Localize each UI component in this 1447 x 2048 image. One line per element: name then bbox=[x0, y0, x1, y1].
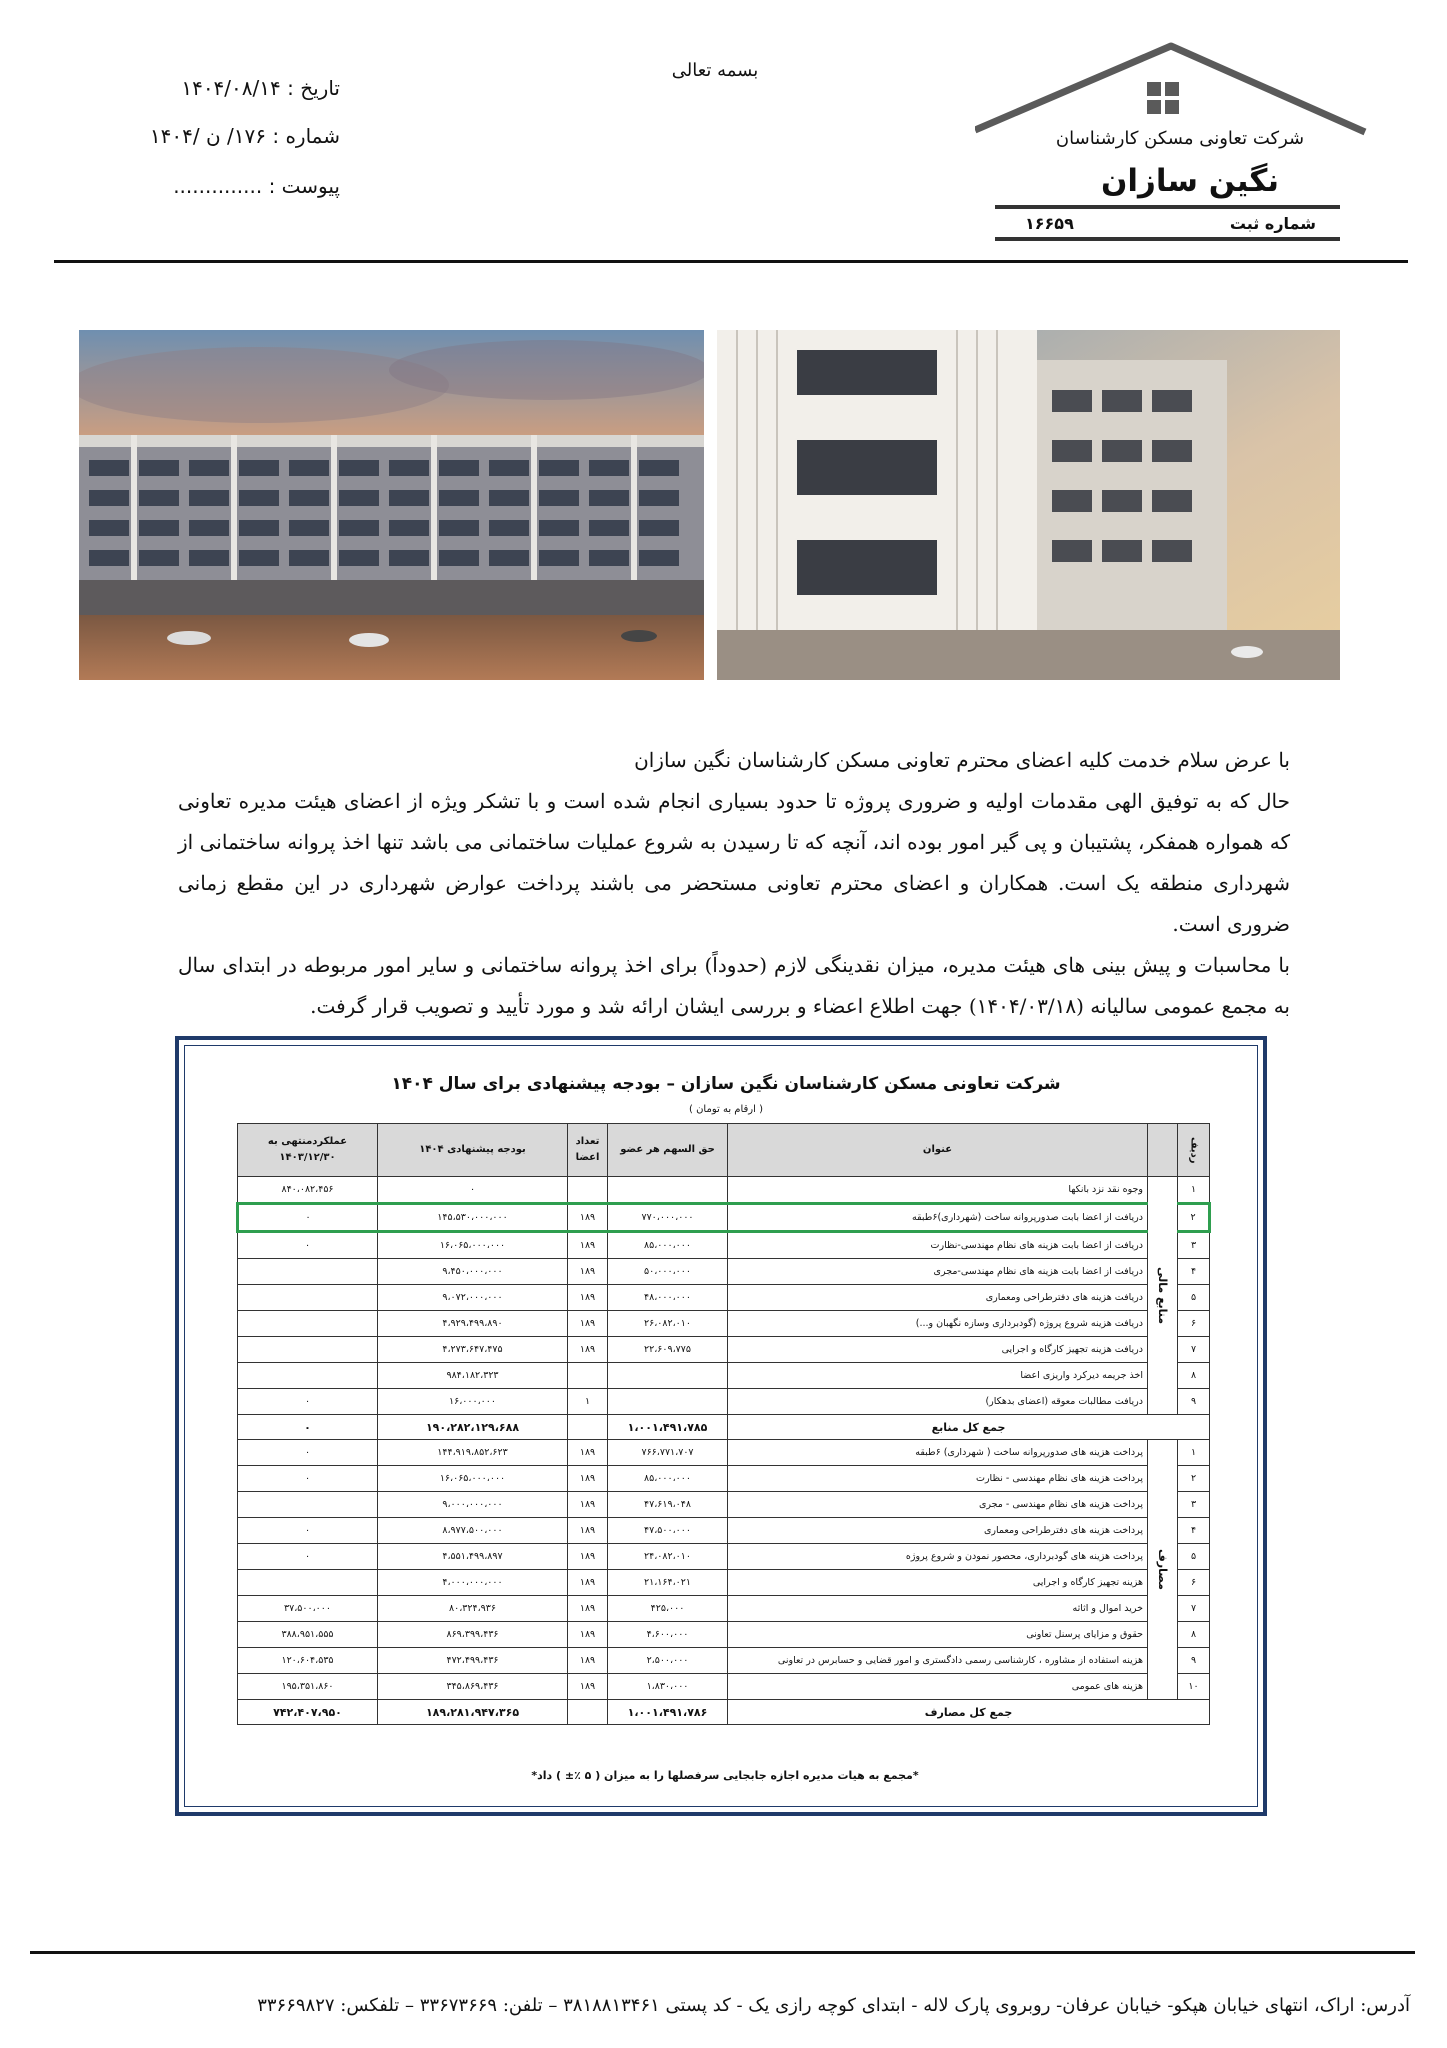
row-number-cell: ۷ bbox=[1178, 1596, 1210, 1622]
subject-cell: حقوق و مزایای پرسنل تعاونی bbox=[728, 1622, 1148, 1648]
row-number-cell: ۹ bbox=[1178, 1648, 1210, 1674]
actual-cell bbox=[238, 1285, 378, 1311]
count-cell: ۱۸۹ bbox=[568, 1544, 608, 1570]
actual-cell: ۱۲۰،۶۰۴،۵۳۵ bbox=[238, 1648, 378, 1674]
subject-cell: پرداخت هزینه های دفترطراحی ومعماری bbox=[728, 1518, 1148, 1544]
row-number-cell: ۶ bbox=[1178, 1311, 1210, 1337]
table-row bbox=[238, 1363, 1210, 1389]
header-share: حق السهم هر عضو bbox=[608, 1124, 728, 1177]
share-cell: ۱،۸۳۰،۰۰۰ bbox=[608, 1674, 728, 1700]
actual-cell bbox=[238, 1259, 378, 1285]
attachment-line bbox=[150, 174, 340, 198]
actual-cell bbox=[238, 1311, 378, 1337]
section-label: منابع مالی bbox=[1148, 1177, 1178, 1415]
total-actual-cell: ۰ bbox=[238, 1415, 378, 1440]
row-number-cell: ۷ bbox=[1178, 1337, 1210, 1363]
actual-cell: ۰ bbox=[238, 1518, 378, 1544]
row-number-cell: ۱۰ bbox=[1178, 1674, 1210, 1700]
budget-table-frame bbox=[175, 1036, 1267, 1816]
row-number-cell: ۶ bbox=[1178, 1570, 1210, 1596]
total-row bbox=[238, 1700, 1210, 1725]
row-number-cell: ۹ bbox=[1178, 1389, 1210, 1415]
actual-cell: ۰ bbox=[238, 1232, 378, 1259]
proposed-cell: ۸،۹۷۷،۵۰۰،۰۰۰ bbox=[378, 1518, 568, 1544]
count-cell bbox=[568, 1363, 608, 1389]
share-cell: ۴۷،۶۱۹،۰۴۸ bbox=[608, 1492, 728, 1518]
share-cell bbox=[608, 1177, 728, 1204]
proposed-cell: ۹،۴۵۰،۰۰۰،۰۰۰ bbox=[378, 1259, 568, 1285]
attachment-label: پیوست : bbox=[268, 174, 340, 198]
subject-cell: هزینه تجهیز کارگاه و اجرایی bbox=[728, 1570, 1148, 1596]
share-cell: ۲،۵۰۰،۰۰۰ bbox=[608, 1648, 728, 1674]
subject-cell: دریافت از اعضا بابت هزینه های نظام مهندسی-نظارت bbox=[728, 1232, 1148, 1259]
building-photo-right bbox=[717, 330, 1340, 680]
proposed-cell: ۴۷۲،۴۹۹،۴۳۶ bbox=[378, 1648, 568, 1674]
count-cell: ۱۸۹ bbox=[568, 1259, 608, 1285]
actual-cell: ۰ bbox=[238, 1204, 378, 1232]
actual-cell: ۳۸۸،۹۵۱،۵۵۵ bbox=[238, 1622, 378, 1648]
number-label: شماره : bbox=[272, 124, 340, 148]
count-cell: ۱۸۹ bbox=[568, 1337, 608, 1363]
proposed-cell: ۱۴۵،۵۳۰،۰۰۰،۰۰۰ bbox=[378, 1204, 568, 1232]
count-cell: ۱۸۹ bbox=[568, 1232, 608, 1259]
count-cell: ۱۸۹ bbox=[568, 1622, 608, 1648]
number-value: ۱۷۶/ ن /۱۴۰۴ bbox=[149, 124, 266, 148]
header-row-number: ردیف bbox=[1178, 1124, 1210, 1177]
actual-cell: ۰ bbox=[238, 1466, 378, 1492]
budget-subtitle: ( ارقام به تومان ) bbox=[689, 1104, 763, 1115]
section-label: مصارف bbox=[1148, 1440, 1178, 1700]
proposed-cell: ۳۴۵،۸۶۹،۴۳۶ bbox=[378, 1674, 568, 1700]
subject-cell: پرداخت هزینه های نظام مهندسی - مجری bbox=[728, 1492, 1148, 1518]
actual-cell: ۰ bbox=[238, 1389, 378, 1415]
share-cell: ۷۶۶،۷۷۱،۷۰۷ bbox=[608, 1440, 728, 1466]
row-number-cell: ۸ bbox=[1178, 1363, 1210, 1389]
table-row bbox=[238, 1596, 1210, 1622]
count-cell: ۱۸۹ bbox=[568, 1674, 608, 1700]
income-section bbox=[238, 1177, 1210, 1440]
row-number-cell: ۳ bbox=[1178, 1492, 1210, 1518]
row-number-cell: ۲ bbox=[1178, 1204, 1210, 1232]
count-cell: ۱۸۹ bbox=[568, 1518, 608, 1544]
subject-cell: دریافت از اعضا بابت صدورپروانه ساخت (شهرداری)۶طبقه bbox=[728, 1204, 1148, 1232]
house-logo-icon bbox=[975, 40, 1375, 140]
count-cell: ۱۸۹ bbox=[568, 1440, 608, 1466]
proposed-cell: ۴،۹۲۹،۴۹۹،۸۹۰ bbox=[378, 1311, 568, 1337]
header-actual: عملکردمنتهی به ۱۴۰۳/۱۲/۳۰ bbox=[238, 1124, 378, 1177]
table-row bbox=[238, 1492, 1210, 1518]
count-cell: ۱ bbox=[568, 1389, 608, 1415]
actual-cell bbox=[238, 1570, 378, 1596]
share-cell: ۸۵،۰۰۰،۰۰۰ bbox=[608, 1466, 728, 1492]
table-row bbox=[238, 1389, 1210, 1415]
row-number-cell: ۲ bbox=[1178, 1466, 1210, 1492]
subject-cell: دریافت از اعضا بابت هزینه های نظام مهندسی-مجری bbox=[728, 1259, 1148, 1285]
company-line: شرکت تعاونی مسکن کارشناسان bbox=[1055, 128, 1305, 149]
subject-cell: دریافت هزینه های دفترطراحی ومعماری bbox=[728, 1285, 1148, 1311]
share-cell: ۸۵،۰۰۰،۰۰۰ bbox=[608, 1232, 728, 1259]
proposed-cell: ۱۶،۰۶۵،۰۰۰،۰۰۰ bbox=[378, 1232, 568, 1259]
share-cell: ۴۷،۵۰۰،۰۰۰ bbox=[608, 1518, 728, 1544]
actual-cell bbox=[238, 1337, 378, 1363]
subject-cell: هزینه استفاده از مشاوره ، کارشناسی رسمی دادگستری و امور قضایی و حسابرس در تعاونی bbox=[728, 1648, 1148, 1674]
registration-label: شماره ثبت bbox=[1229, 214, 1316, 233]
header-divider bbox=[54, 260, 1408, 263]
row-number-cell: ۵ bbox=[1178, 1544, 1210, 1570]
header-proposed: بودجه پیشنهادی ۱۴۰۴ bbox=[378, 1124, 568, 1177]
actual-cell: ۰ bbox=[238, 1544, 378, 1570]
brand-name: نگین سازان bbox=[1100, 163, 1280, 199]
registration-bar bbox=[995, 205, 1340, 241]
subject-cell: وجوه نقد نزد بانکها bbox=[728, 1177, 1148, 1204]
bismillah: بسمه تعالی bbox=[671, 60, 759, 81]
subject-cell: پرداخت هزینه های گودبرداری، محصور نمودن و شروع پروژه bbox=[728, 1544, 1148, 1570]
total-count-cell bbox=[568, 1700, 608, 1725]
total-label-cell: جمع کل مصارف bbox=[728, 1700, 1210, 1725]
subject-cell: دریافت هزینه شروع پروژه (گودبرداری وسازه نگهبان و...) bbox=[728, 1311, 1148, 1337]
header-section bbox=[1148, 1124, 1178, 1177]
row-number-cell: ۸ bbox=[1178, 1622, 1210, 1648]
table-row bbox=[238, 1518, 1210, 1544]
proposed-cell: ۱۴۴،۹۱۹،۸۵۲،۶۲۳ bbox=[378, 1440, 568, 1466]
actual-cell: ۳۷،۵۰۰،۰۰۰ bbox=[238, 1596, 378, 1622]
total-share-cell: ۱،۰۰۱،۴۹۱،۷۸۵ bbox=[608, 1415, 728, 1440]
header-count: تعداد اعضا bbox=[568, 1124, 608, 1177]
proposed-cell: ۰ bbox=[378, 1177, 568, 1204]
count-cell: ۱۸۹ bbox=[568, 1492, 608, 1518]
actual-cell: ۰ bbox=[238, 1440, 378, 1466]
proposed-cell: ۸۰،۳۲۴،۹۳۶ bbox=[378, 1596, 568, 1622]
total-proposed-cell: ۱۸۹،۲۸۱،۹۴۷،۳۶۵ bbox=[378, 1700, 568, 1725]
registration-number: ۱۶۶۵۹ bbox=[1025, 214, 1074, 233]
subject-cell: پرداخت هزینه های نظام مهندسی - نظارت bbox=[728, 1466, 1148, 1492]
share-cell: ۲۱،۱۶۴،۰۲۱ bbox=[608, 1570, 728, 1596]
count-cell: ۱۸۹ bbox=[568, 1570, 608, 1596]
budget-title: شرکت تعاونی مسکن کارشناسان نگین سازان – بودجه پیشنهادی برای سال ۱۴۰۴ bbox=[391, 1074, 1061, 1094]
attachment-value: .............. bbox=[173, 174, 263, 198]
proposed-cell: ۴،۲۷۳،۶۴۷،۴۷۵ bbox=[378, 1337, 568, 1363]
count-cell: ۱۸۹ bbox=[568, 1285, 608, 1311]
footer-address: آدرس: اراک، انتهای خیابان هپکو- خیابان عرفان- روبروی پارک لاله - ابتدای کوچه رازی یک - کد پستی ۳۸۱۸۸۱۳۴۶۱ – تلفن: ۳۳۶۷۳۶۶۹ – تلفکس: ۳۳۶۶۹۸۲۷ bbox=[257, 1995, 1410, 2016]
share-cell: ۵۰،۰۰۰،۰۰۰ bbox=[608, 1259, 728, 1285]
count-cell: ۱۸۹ bbox=[568, 1596, 608, 1622]
total-share-cell: ۱،۰۰۱،۴۹۱،۷۸۶ bbox=[608, 1700, 728, 1725]
number-line bbox=[110, 124, 340, 148]
row-number-cell: ۳ bbox=[1178, 1232, 1210, 1259]
paragraph-2: با محاسبات و پیش بینی های هیئت مدیره، میزان نقدینگی لازم (حدوداً) برای اخذ پروانه ساختمانی و سایر امور مربوطه در ابتدای سال به مجمع عمومی سالیانه (۱۴۰۴/۰۳/۱۸) جهت اطلاع اعضاء و بررسی ایشان ارائه شد و مورد تأیید و تصویب قرار گرفت. bbox=[178, 953, 1290, 1018]
header-subject: عنوان bbox=[728, 1124, 1148, 1177]
date-value: ۱۴۰۴/۰۸/۱۴ bbox=[181, 76, 281, 100]
proposed-cell: ۱۶،۰۰۰،۰۰۰ bbox=[378, 1389, 568, 1415]
subject-cell: خرید اموال و اثاثه bbox=[728, 1596, 1148, 1622]
budget-note: *مجمع به هیات مدیره اجازه جابجایی سرفصلها را به میزان ( ۵ ٪± ) داد* bbox=[531, 1769, 919, 1782]
row-number-cell: ۴ bbox=[1178, 1518, 1210, 1544]
row-number-cell: ۱ bbox=[1178, 1440, 1210, 1466]
share-cell: ۴۸،۰۰۰،۰۰۰ bbox=[608, 1285, 728, 1311]
proposed-cell: ۴،۰۰۰،۰۰۰،۰۰۰ bbox=[378, 1570, 568, 1596]
share-cell: ۴،۶۰۰،۰۰۰ bbox=[608, 1622, 728, 1648]
table-row bbox=[238, 1285, 1210, 1311]
table-row bbox=[238, 1311, 1210, 1337]
footer-divider bbox=[30, 1951, 1415, 1954]
date-line bbox=[130, 76, 340, 100]
subject-cell: دریافت مطالبات معوقه (اعضای بدهکار) bbox=[728, 1389, 1148, 1415]
total-label-cell: جمع کل منابع bbox=[728, 1415, 1210, 1440]
table-row bbox=[238, 1337, 1210, 1363]
proposed-cell: ۱۶،۰۶۵،۰۰۰،۰۰۰ bbox=[378, 1466, 568, 1492]
table-row bbox=[238, 1570, 1210, 1596]
subject-cell: هزینه های عمومی bbox=[728, 1674, 1148, 1700]
share-cell bbox=[608, 1363, 728, 1389]
paragraph-1: حال که به توفیق الهی مقدمات اولیه و ضروری پروژه تا حدود بسیاری انجام شده است و با تشکر ویژه از اعضای هیئت مدیره تعاونی که همواره همفکر، پشتیبان و پی گیر امور بوده اند، آنچه که تا رسیدن به شروع عملیات ساختمانی می باشد تنها اخذ پروانه ساختمانی از شهرداری منطقه یک است. همکاران و اعضای محترم تعاونی مستحضر می باشند پرداخت عوارض شهرداری در این مقطع زمانی ضروری است. bbox=[178, 789, 1290, 936]
budget-table bbox=[236, 1123, 1211, 1725]
table-row bbox=[238, 1204, 1210, 1232]
count-cell: ۱۸۹ bbox=[568, 1648, 608, 1674]
budget-header-row bbox=[238, 1124, 1210, 1177]
count-cell: ۱۸۹ bbox=[568, 1311, 608, 1337]
table-row bbox=[238, 1440, 1210, 1466]
budget-table-inner bbox=[184, 1045, 1258, 1807]
table-row bbox=[238, 1674, 1210, 1700]
subject-cell: دریافت هزینه تجهیز کارگاه و اجرایی bbox=[728, 1337, 1148, 1363]
table-row bbox=[238, 1259, 1210, 1285]
table-row bbox=[238, 1648, 1210, 1674]
share-cell bbox=[608, 1389, 728, 1415]
share-cell: ۲۴،۰۸۲،۰۱۰ bbox=[608, 1544, 728, 1570]
share-cell: ۴۲۵،۰۰۰ bbox=[608, 1596, 728, 1622]
total-count-cell bbox=[568, 1415, 608, 1440]
letter-body bbox=[178, 740, 1290, 1027]
expense-section bbox=[238, 1440, 1210, 1725]
proposed-cell: ۹،۰۰۰،۰۰۰،۰۰۰ bbox=[378, 1492, 568, 1518]
share-cell: ۷۷۰،۰۰۰،۰۰۰ bbox=[608, 1204, 728, 1232]
row-number-cell: ۵ bbox=[1178, 1285, 1210, 1311]
table-row bbox=[238, 1177, 1210, 1204]
greeting: با عرض سلام خدمت کلیه اعضای محترم تعاونی مسکن کارشناسان نگین سازان bbox=[634, 748, 1290, 772]
row-number-cell: ۴ bbox=[1178, 1259, 1210, 1285]
subject-cell: پرداخت هزینه های صدورپروانه ساخت ( شهرداری) ۶طبقه bbox=[728, 1440, 1148, 1466]
count-cell: ۱۸۹ bbox=[568, 1204, 608, 1232]
total-actual-cell: ۷۴۲،۴۰۷،۹۵۰ bbox=[238, 1700, 378, 1725]
building-photo-left bbox=[79, 330, 704, 680]
total-row bbox=[238, 1415, 1210, 1440]
actual-cell bbox=[238, 1492, 378, 1518]
total-proposed-cell: ۱۹۰،۲۸۲،۱۲۹،۶۸۸ bbox=[378, 1415, 568, 1440]
proposed-cell: ۹۸۴،۱۸۲،۳۲۳ bbox=[378, 1363, 568, 1389]
actual-cell bbox=[238, 1363, 378, 1389]
proposed-cell: ۸۶۹،۳۹۹،۴۳۶ bbox=[378, 1622, 568, 1648]
actual-cell: ۸۴۰،۰۸۲،۴۵۶ bbox=[238, 1177, 378, 1204]
count-cell bbox=[568, 1177, 608, 1204]
actual-cell: ۱۹۵،۳۵۱،۸۶۰ bbox=[238, 1674, 378, 1700]
table-row bbox=[238, 1622, 1210, 1648]
count-cell: ۱۸۹ bbox=[568, 1466, 608, 1492]
row-number-cell: ۱ bbox=[1178, 1177, 1210, 1204]
table-row bbox=[238, 1466, 1210, 1492]
subject-cell: اخذ جریمه دیرکرد واریزی اعضا bbox=[728, 1363, 1148, 1389]
date-label: تاریخ : bbox=[287, 76, 340, 100]
share-cell: ۲۲،۶۰۹،۷۷۵ bbox=[608, 1337, 728, 1363]
proposed-cell: ۹،۰۷۲،۰۰۰،۰۰۰ bbox=[378, 1285, 568, 1311]
proposed-cell: ۴،۵۵۱،۴۹۹،۸۹۷ bbox=[378, 1544, 568, 1570]
share-cell: ۲۶،۰۸۲،۰۱۰ bbox=[608, 1311, 728, 1337]
table-row bbox=[238, 1232, 1210, 1259]
table-row bbox=[238, 1544, 1210, 1570]
